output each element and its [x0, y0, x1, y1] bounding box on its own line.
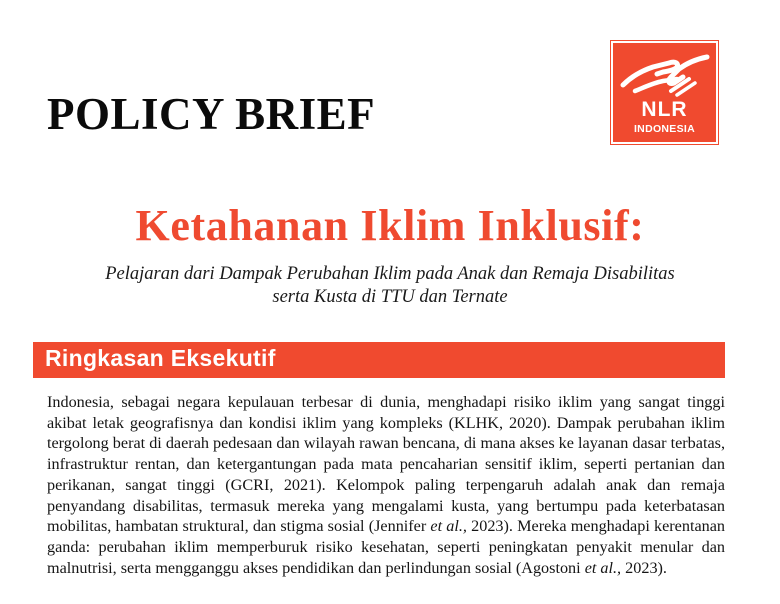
section-heading-bar [33, 342, 725, 378]
subtitle-line-2: serta Kusta di TTU dan Ternate [272, 287, 508, 307]
citation-et-al-2: et al., [584, 558, 622, 577]
page-subtitle [0, 263, 780, 309]
executive-summary-paragraph [47, 392, 725, 578]
section-heading: Ringkasan Eksekutif [45, 345, 276, 371]
logo-subtitle: INDONESIA [633, 123, 696, 135]
summary-text-1: Indonesia, sebagai negara kepulauan terbesar di dunia, menghadapi risiko iklim yang sangat tinggi akibat letak geografisnya dan kondisi iklim yang kompleks (KLHK, 2020). Dampak perubahan iklim tergolong berat di daerah pedesaan dan wilayah rawan bencana, di mana akses ke layanan dasar terbatas, infrastruktur rentan, dan ketergantungan pada mata pencaharian sensitif iklim, seperti pertanian dan perikanan, sangat tinggi (GCRI, 2021). Kelompok paling terpengaruh adalah anak dan remaja penyandang disabilitas, termasuk mereka yang mengalami kusta, yang bertumpu pada keterbatasan mobilitas, hambatan struktural, dan stigma sosial (Jennifer [47, 393, 725, 536]
summary-text-3: 2023). [621, 558, 667, 577]
handshake-icon [617, 47, 714, 99]
document-type-label: POLICY BRIEF [47, 89, 376, 139]
summary-text-2: 2023). Mereka menghadapi kerentanan ganda: perubahan iklim memperburuk risiko kesehatan, seperti peningkatan penyakit menular dan malnutrisi, serta mengganggu akses pendidikan dan perlindungan sosial (Agostoni [47, 517, 725, 577]
citation-et-al-1: et al., [430, 517, 467, 536]
nlr-indonesia-logo [611, 41, 718, 144]
page-title: Ketahanan Iklim Inklusif: [135, 201, 645, 250]
subtitle-line-1: Pelajaran dari Dampak Perubahan Iklim pada Anak dan Remaja Disabilitas [105, 264, 675, 284]
logo-name: NLR [641, 98, 688, 121]
